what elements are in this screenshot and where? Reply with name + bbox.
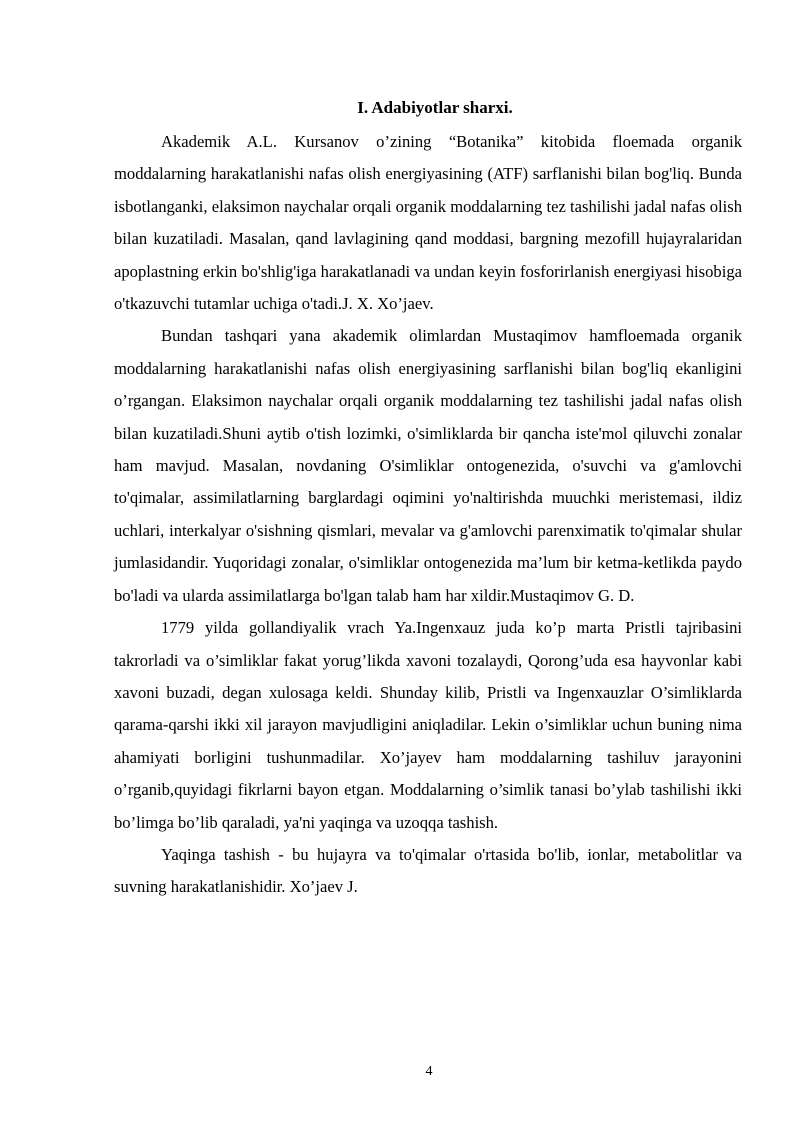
paragraph-mustaqimov: Bundan tashqari yana akademik olimlardan Mustaqimov hamfloemada organik moddalarning harakatlanishi nafas olish energiyasining sarflanishi bilan bog'liq ekanligini o’rgangan. Elaksimon naychalar orqali organik moddalarning tez tashilishi jadal nafas olish bilan kuzatiladi.Shuni aytib o'tish lozimki, o'simliklarda bir qancha iste'mol qiluvchi zonalar ham mavjud. Masalan, novdaning O'simliklar ontogenezida, o'suvchi va g'amlovchi to'qimalar, assimilatlarning barglardagi oqimini yo'naltirishda muuchki meristemasi, ildiz uchlari, interkalyar o'sishning qismlari, mevalar va g'amlovchi parenximatik to'qimalar shular jumlasidandir. Yuqoridagi zonalar, o'simliklar ontogenezida ma’lum bir ketma-ketlikda paydo bo'ladi va ularda assimilatlarga bo'lgan talab ham har xildir.Mustaqimov G. D. xyxy=(114,326,742,605)
paragraph-ingenxauz: 1779 yilda gollandiyalik vrach Ya.Ingenxauz juda ko’p marta Pristli tajribasini takrorladi va o’simliklar fakat yorug’likda xavoni tozalaydi, Qorong’uda esa hayvonlar kabi xavoni buzadi, degan xulosaga keldi. Shunday kilib, Pristli va Ingenxauzlar O’simliklarda qarama-qarshi ikki xil jarayon mavjudligini aniqladilar. Lekin o’simliklar uchun buning nima ahamiyati borligini tushunmadilar. Xo’jayev ham moddalarning tashiluv jarayonini o’rganib,quyidagi fikrlarni bayon etgan. Moddalarning o’simlik tanasi bo’ylab tashilishi ikki bo’limga bo’lib qaraladi, ya'ni yaqinga va uzoqqa tashish. xyxy=(114,618,742,832)
section-title: I. Adabiyotlar sharxi. xyxy=(357,98,513,117)
paragraph-yaqinga-tashish: Yaqinga tashish - bu hujayra va to'qimalar o'rtasida bo'lib, ionlar, metabolitlar va suvning harakatlanishidir. Xo’jaev J. xyxy=(114,844,742,897)
page-number: 4 xyxy=(425,1064,433,1079)
paragraph-kursanov: Akademik A.L. Kursanov o’zining “Botanika” kitobida floemada organik moddalarning harakatlanishi nafas olish energiyasining (ATF) sarflanishi bilan bog'liq. Bunda isbotlanganki, elaksimon naychalar orqali organik moddalarning tez tashilishi jadal nafas olish bilan kuzatiladi. Masalan, qand lavlagining qand moddasi, bargning mezofill hujayralaridan apoplastning erkin bo'shlig'iga harakatlanadi va undan keyin fosforirlanish energiyasi hisobiga o'tkazuvchi tutamlar uchiga o'tadi.J. X. Xo’jaev. xyxy=(114,132,742,314)
